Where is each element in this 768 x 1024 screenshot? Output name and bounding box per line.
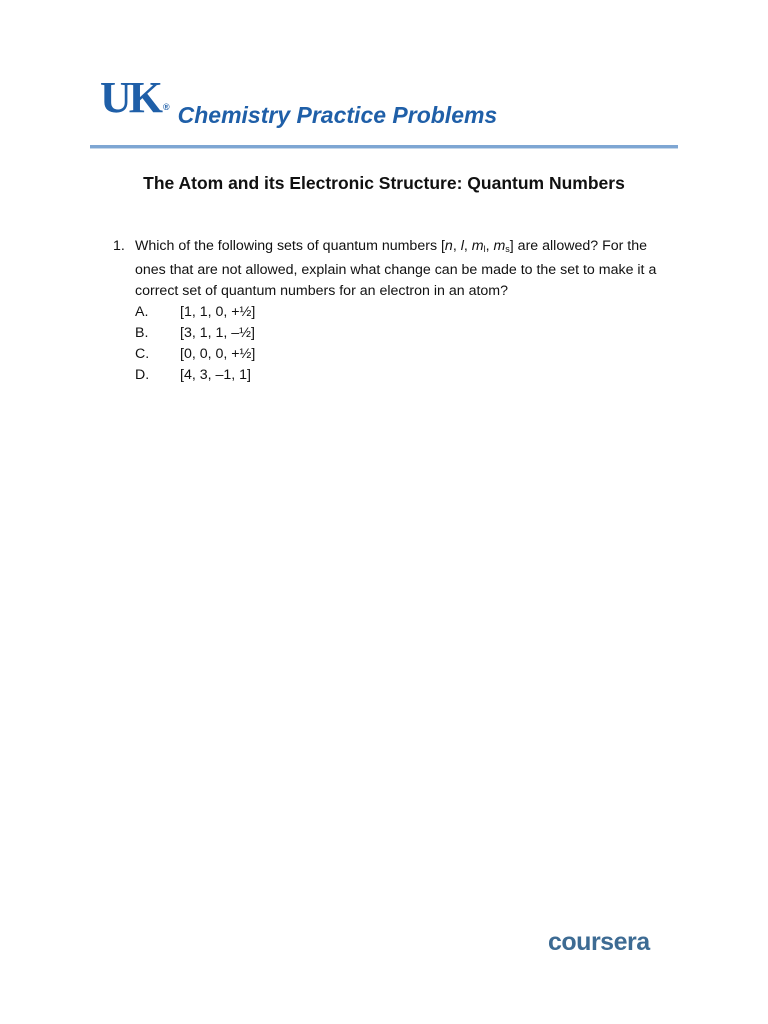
option-a <box>135 302 673 323</box>
coursera-logo: coursera <box>548 928 650 956</box>
page-header <box>100 73 498 129</box>
option-letter: C. <box>135 346 150 362</box>
option-letter: B. <box>135 325 149 341</box>
registered-mark: ® <box>163 102 170 112</box>
option-value: [1, 1, 0, +½] <box>180 304 256 320</box>
answer-options <box>135 302 673 386</box>
document-title: The Atom and its Electronic Structure: Quantum Numbers <box>143 173 625 193</box>
question-number: 1. <box>113 238 125 254</box>
uk-logo: UK ® <box>100 73 170 122</box>
question-text: Which of the following sets of quantum numbers [n, l, $m_l$, $m_s$] are allowed? For the ones that are not allowed, explain what change can be made to the set to make it a correct set of quantum numbers for an electron in an atom? <box>135 238 657 299</box>
option-letter: A. <box>135 304 149 320</box>
header-title: Chemistry Practice Problems <box>177 102 498 128</box>
option-d <box>135 365 673 386</box>
question-1 <box>113 236 673 386</box>
option-letter: D. <box>135 367 150 383</box>
header-divider <box>90 145 678 149</box>
option-value: [0, 0, 0, +½] <box>180 346 256 362</box>
option-value: [4, 3, –1, 1] <box>180 367 251 383</box>
option-value: [3, 1, 1, –½] <box>180 325 255 341</box>
option-b <box>135 323 673 344</box>
option-c <box>135 344 673 365</box>
